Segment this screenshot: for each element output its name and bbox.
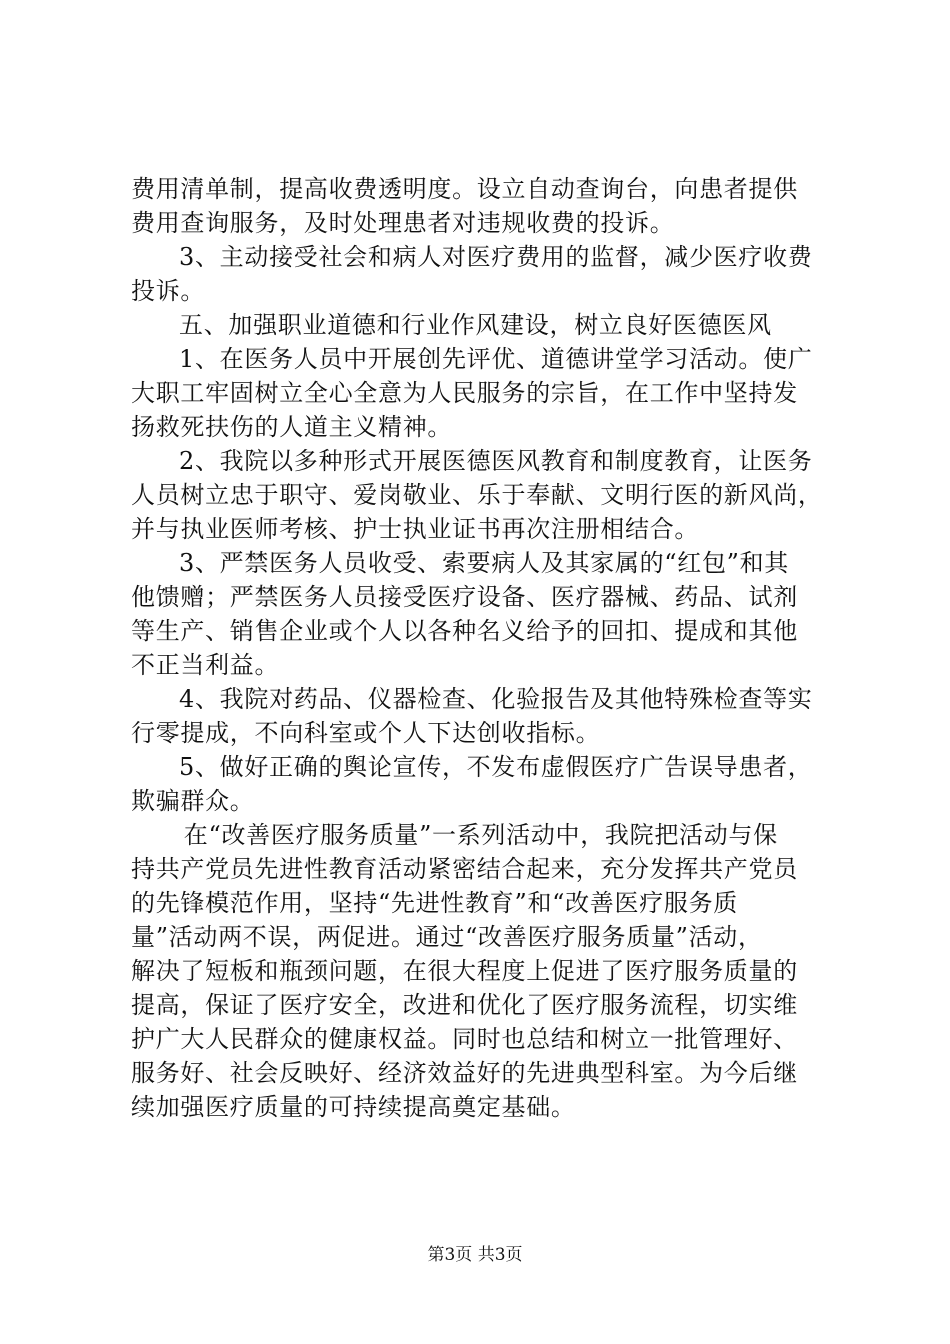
text-line: 等生产、销售企业或个人以各种名义给予的回扣、提成和其他 (131, 617, 798, 645)
text-line: 1、在医务人员中开展创先评优、道德讲堂学习活动。使广 (179, 345, 813, 373)
text-line: 3、严禁医务人员收受、索要病人及其家属的“红包”和其 (179, 549, 790, 577)
text-line: 费用清单制，提高收费透明度。设立自动查询台，向患者提供 (131, 175, 798, 203)
text-line: 扬救死扶伤的人道主义精神。 (131, 413, 453, 441)
text-line: 解决了短板和瓶颈问题，在很大程度上促进了医疗服务质量的 (131, 957, 798, 985)
text-line: 续加强医疗质量的可持续提高奠定基础。 (131, 1093, 576, 1121)
text-line: 提高，保证了医疗安全，改进和优化了医疗服务流程，切实维 (131, 991, 798, 1019)
text-line: 五、加强职业道德和行业作风建设，树立良好医德医风 (179, 311, 772, 339)
text-line: 持共产党员先进性教育活动紧密结合起来，充分发挥共产党员 (131, 855, 798, 883)
text-line: 服务好、社会反映好、经济效益好的先进典型科室。为今后继 (131, 1059, 798, 1087)
text-line: 在“改善医疗服务质量”一系列活动中，我院把活动与保 (183, 821, 778, 849)
document-body (131, 172, 831, 1124)
text-line: 大职工牢固树立全心全意为人民服务的宗旨，在工作中坚持发 (131, 379, 798, 407)
text-line: 护广大人民群众的健康权益。同时也总结和树立一批管理好、 (131, 1025, 798, 1053)
text-line: 行零提成，不向科室或个人下达创收指标。 (131, 719, 601, 747)
text-line: 4、我院对药品、仪器检查、化验报告及其他特殊检查等实 (179, 685, 813, 713)
text-line: 2、我院以多种形式开展医德医风教育和制度教育，让医务 (179, 447, 813, 475)
text-line: 欺骗群众。 (131, 787, 255, 815)
text-line: 费用查询服务，及时处理患者对违规收费的投诉。 (131, 209, 675, 237)
text-line: 的先锋模范作用，坚持“先进性教育”和“改善医疗服务质 (131, 889, 739, 917)
text-line: 人员树立忠于职守、爱岗敬业、乐于奉献、文明行医的新风尚， (131, 481, 823, 509)
text-line: 量”活动两不误，两促进。通过“改善医疗服务质量”活动， (131, 923, 763, 951)
text-line: 3、主动接受社会和病人对医疗费用的监督，减少医疗收费 (179, 243, 813, 271)
text-line: 并与执业医师考核、护士执业证书再次注册相结合。 (131, 515, 700, 543)
text-line: 不正当利益。 (131, 651, 280, 679)
text-line: 投诉。 (131, 277, 206, 305)
text-line: 5、做好正确的舆论宣传，不发布虚假医疗广告误导患者， (179, 753, 813, 781)
text-line: 他馈赠；严禁医务人员接受医疗设备、医疗器械、药品、试剂 (131, 583, 798, 611)
page-footer: 第3页 共3页 (427, 1245, 523, 1265)
